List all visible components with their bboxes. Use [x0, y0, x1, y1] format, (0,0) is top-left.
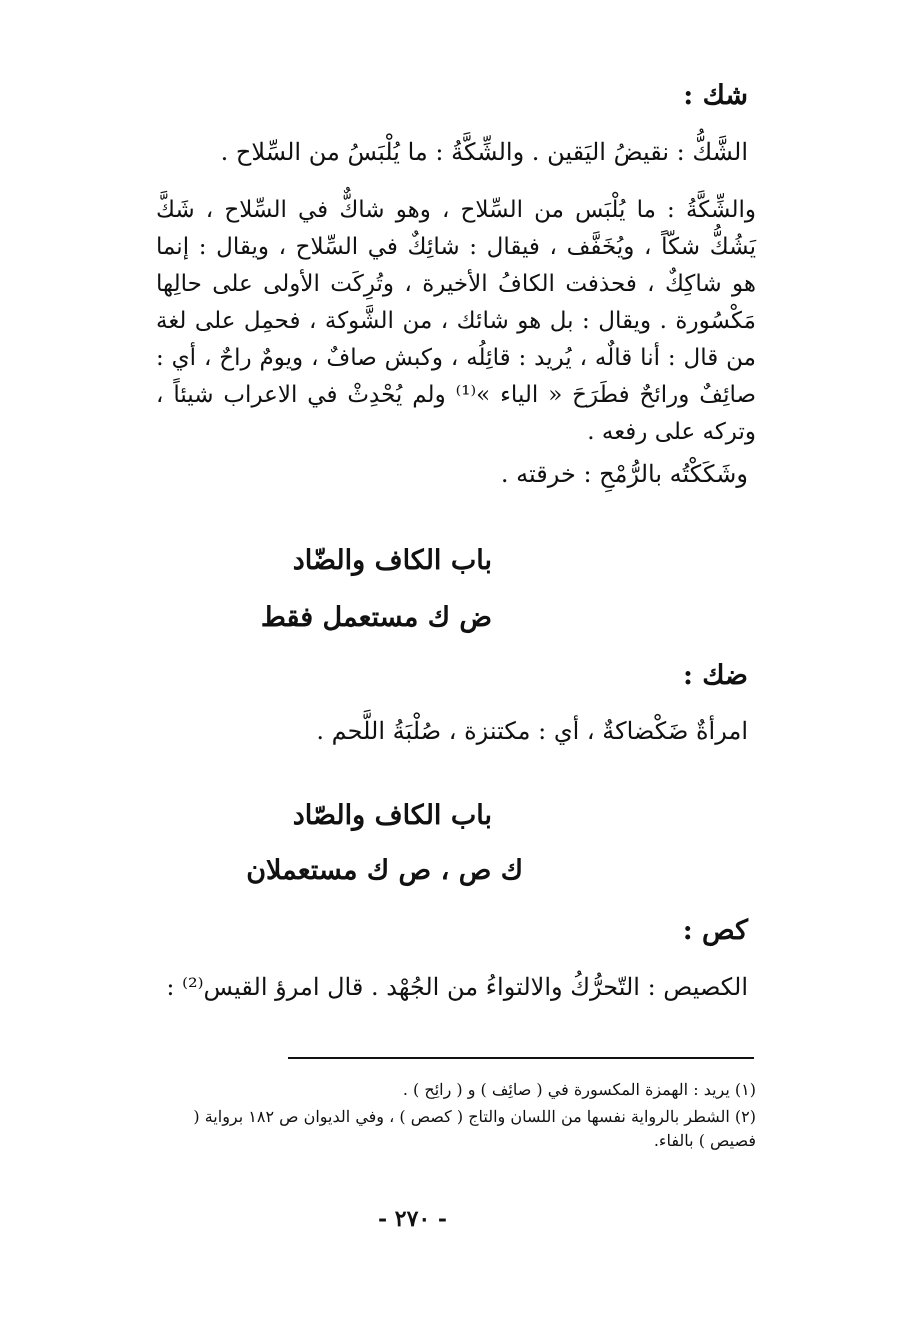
- entry-shk-paragraph: والشِّكَّةُ : ما يُلْبَس من السِّلاح ، وهو شاكٌّ في السِّلاح ، شَكَّ يَشُكُّ شكّاً ، ويُخَفَّف ، فيقال : شائِكٌ في السِّلاح ، ويقال : إنما هو شاكِكٌ ، فحذفت الكافُ الأخيرة ، وتُرِكَت الأولى على حالِها مَكْسُورة . ويقال : بل هو شائك ، من الشَّوكة ، فحمِل على لغة من قال : أنا قالٌه ، يُريد : قائِلُه ، وكبش صافٌ ، ويومٌ راحٌ ، أي : صائِفٌ ورائحٌ فطَرَحَ « الياء »⁽¹⁾ ولم يُحْدِثْ في الاعراب شيئاً ، وتركه على رفعه .: [156, 197, 757, 445]
- page-number: - ٢٧٠ -: [378, 1206, 448, 1232]
- entry-shk-definition-line: الشَّكُّ : نقيضُ اليَقين . والشِّكَّةُ : ما يُلْبَسُ من السِّلاح .: [220, 138, 748, 166]
- chapter-subtitle-kaf-dad: ض ك مستعمل فقط: [260, 602, 492, 633]
- entry-dk-definition-line: امرأةٌ ضَكْضاكةٌ ، أي : مكتنزة ، صُلْبَةُ اللَّحم .: [316, 717, 748, 745]
- chapter-title-kaf-sad: باب الكاف والصّاد: [292, 800, 492, 831]
- entry-ks-definition-line: الكصيص : التّحرُّكُ والالتواءُ من الجُهْد . قال امرؤ القيس⁽²⁾ :: [166, 973, 748, 1001]
- footnote-2: (٢) الشطر بالرواية نفسها من اللسان والتاج ( كصص ) ، وفي الديوان ص ١٨٢ برواية ( فصيص ) بالفاء.: [193, 1107, 756, 1150]
- footnote-1: (١) يريد : الهمزة المكسورة في ( صائِف ) و ( رائِح ) .: [402, 1080, 756, 1099]
- entry-shk-spear-line: وشَكَكْتُه بالرُّمْحِ : خرقته .: [500, 460, 748, 488]
- chapter-subtitle-kaf-sad: ك ص ، ص ك مستعملان: [246, 855, 523, 886]
- entry-heading-dk: ضك :: [682, 660, 748, 691]
- entry-heading-ks: كص :: [682, 915, 748, 946]
- entry-heading-shk: شك :: [683, 80, 748, 111]
- footnote-separator: [288, 1057, 754, 1059]
- chapter-title-kaf-dad: باب الكاف والضّاد: [292, 545, 492, 576]
